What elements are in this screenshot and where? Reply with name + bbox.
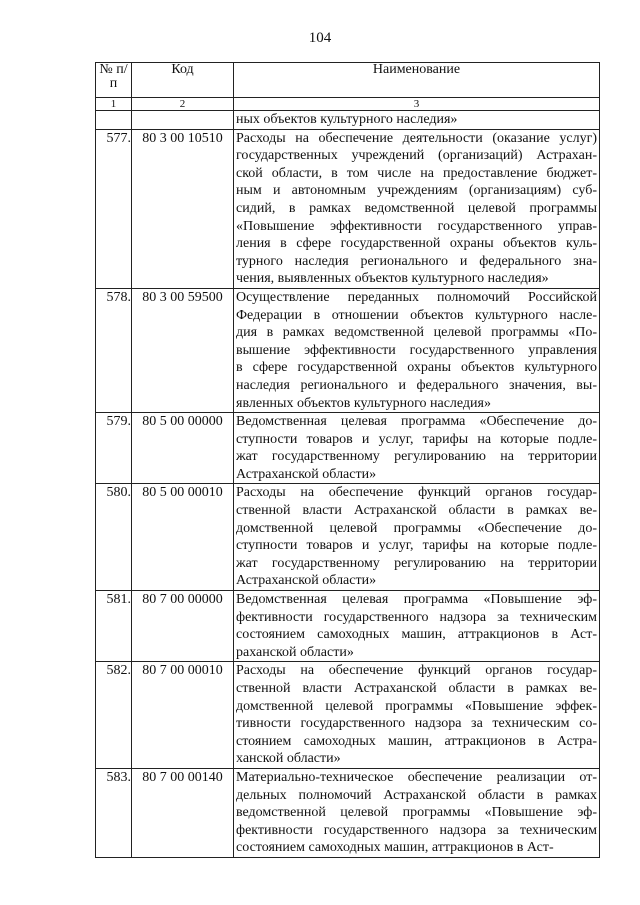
table-row [96, 591, 600, 662]
row-code [132, 111, 234, 130]
name-line: Ведомственная целевая программа «Обеспечение до- [236, 414, 597, 430]
row-code: 80 5 00 00000 [132, 413, 234, 484]
name-line: Астраханской области» [236, 466, 377, 482]
header-number: № п/п [96, 63, 132, 98]
budget-classification-table [95, 62, 600, 858]
name-line: ведомственной целевой программы «Повышение эф- [236, 805, 597, 821]
row-name [234, 484, 600, 591]
name-line: раханской области» [236, 644, 354, 660]
header-name: Наименование [234, 63, 600, 98]
table-row [96, 484, 600, 591]
name-line: тивности государственного надзора за техническим со- [236, 716, 597, 732]
name-line: явленных объектов культурного наследия» [236, 395, 491, 411]
row-name [234, 288, 600, 412]
row-name [234, 129, 600, 288]
row-number: 577. [96, 129, 132, 288]
column-index-row [96, 98, 600, 111]
name-line: ных объектов культурного наследия» [236, 112, 458, 127]
name-line: сидий, в рамках ведомственной целевой программы [236, 200, 597, 216]
name-line: в сфере государственной охраны объектов культурного [236, 360, 597, 376]
row-code: 80 3 00 59500 [132, 288, 234, 412]
column-index-2: 2 [132, 98, 234, 111]
name-line: чения, выявленных объектов культурного наследия» [236, 271, 549, 287]
name-line: наследия регионального и федерального значения, вы- [236, 377, 597, 393]
name-line: Расходы на обеспечение функций органов государ- [236, 485, 597, 501]
row-code: 80 7 00 00010 [132, 662, 234, 769]
name-line: ным и автономным учреждениям (организациям) суб- [236, 183, 597, 199]
row-number: 582. [96, 662, 132, 769]
row-code: 80 5 00 00010 [132, 484, 234, 591]
row-name [234, 591, 600, 662]
name-line: дия в рамках ведомственной целевой программы «По- [236, 325, 597, 341]
row-name [234, 111, 600, 130]
name-line: государственных учреждений (организаций) Астрахан- [236, 148, 597, 164]
name-line: фективности государственного надзора за техническим [236, 822, 597, 838]
column-index-1: 1 [96, 98, 132, 111]
row-name [234, 768, 600, 857]
page-number: 104 [308, 30, 332, 46]
row-code: 80 7 00 00140 [132, 768, 234, 857]
table-row [96, 768, 600, 857]
name-line: состоянием самоходных машин, аттракционов в Аст- [236, 840, 554, 856]
name-line: «Повышение эффективности государственного управ- [236, 218, 597, 234]
name-line: домственной целевой программы «Повышение эффек- [236, 698, 597, 714]
name-line: фективности государственного надзора за техническим [236, 609, 597, 625]
name-line: состоянием самоходных машин, аттракционов в Аст- [236, 627, 597, 643]
name-line: ской области, в том числе на предоставление бюджет- [236, 165, 597, 181]
name-line: Ведомственная целевая программа «Повышение эф- [236, 592, 597, 608]
name-line: Осуществление переданных полномочий Российской [236, 289, 597, 305]
row-number: 578. [96, 288, 132, 412]
continuation-row [96, 111, 600, 130]
name-line: Расходы на обеспечение функций органов государ- [236, 663, 597, 679]
row-number: 579. [96, 413, 132, 484]
table-row [96, 662, 600, 769]
name-line: жат государственному регулированию на территории [236, 555, 597, 571]
row-number: 580. [96, 484, 132, 591]
column-index-3: 3 [234, 98, 600, 111]
table-row [96, 288, 600, 412]
row-name [234, 413, 600, 484]
table-header-row [96, 63, 600, 98]
name-line: Астраханской области» [236, 573, 377, 589]
name-line: домственной целевой программы «Обеспечение до- [236, 520, 597, 536]
name-line: жат государственному регулированию на территории [236, 449, 597, 465]
name-line: стоянием самоходных машин, аттракционов в Астра- [236, 733, 597, 749]
name-line: ственной власти Астраханской области в рамках ве- [236, 681, 597, 696]
name-line: ступности товаров и услуг, тарифы на которые подле- [236, 431, 597, 447]
name-line: Расходы на обеспечение деятельности (оказание услуг) [236, 130, 597, 146]
name-line: Материально-техническое обеспечение реализации от- [236, 769, 597, 785]
name-line: турного наследия регионального и федерального зна- [236, 253, 597, 269]
table-body [96, 111, 600, 858]
row-number: 581. [96, 591, 132, 662]
row-number [96, 111, 132, 130]
name-line: ления в сфере государственной охраны объектов куль- [236, 236, 597, 252]
row-code: 80 7 00 00000 [132, 591, 234, 662]
row-name [234, 662, 600, 769]
table-row [96, 413, 600, 484]
row-number: 583. [96, 768, 132, 857]
name-line: Федерации в отношении объектов культурного насле- [236, 307, 597, 323]
name-line: ступности товаров и услуг, тарифы на которые подле- [236, 538, 597, 554]
name-line: ственной власти Астраханской области в рамках ве- [236, 503, 597, 519]
row-code: 80 3 00 10510 [132, 129, 234, 288]
header-code: Код [132, 63, 234, 98]
table-row [96, 129, 600, 288]
name-line: вышение эффективности государственного управления [236, 342, 597, 358]
name-line: ханской области» [236, 751, 341, 767]
name-line: дельных полномочий Астраханской области в рамках [236, 787, 597, 803]
